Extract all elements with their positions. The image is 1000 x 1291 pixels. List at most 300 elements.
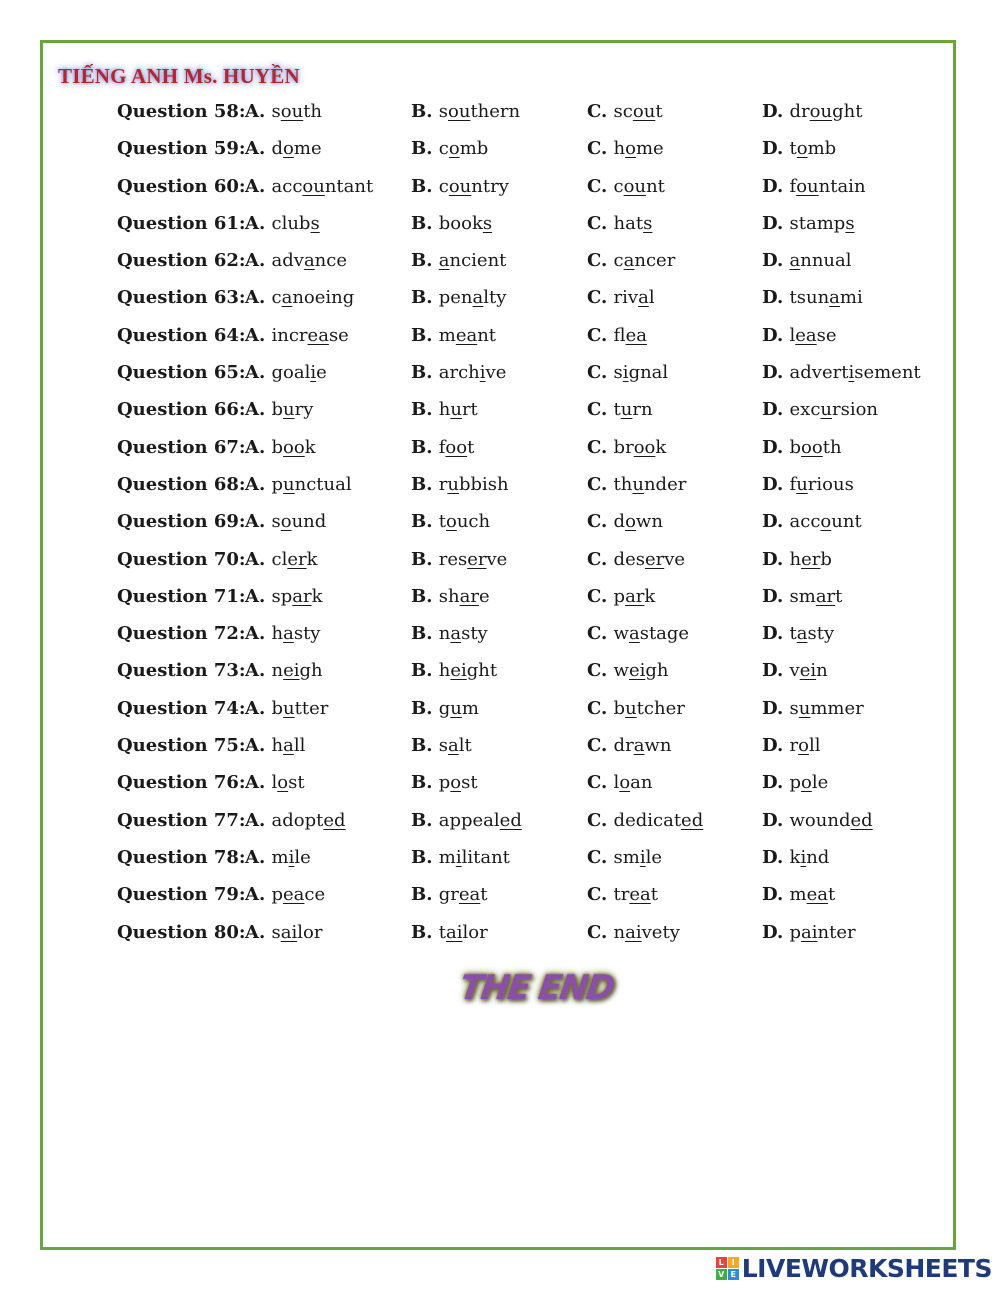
option-word: cancer — [613, 250, 676, 272]
option-b[interactable] — [411, 914, 488, 951]
option-c[interactable] — [587, 578, 655, 615]
option-letter: D. — [762, 921, 790, 943]
option-b[interactable] — [411, 354, 506, 391]
option-d[interactable] — [762, 242, 852, 279]
option-c[interactable] — [587, 466, 686, 503]
option-word: excursion — [789, 399, 879, 421]
question-row — [117, 205, 947, 242]
option-c[interactable] — [587, 876, 658, 913]
option-word: lost — [271, 772, 305, 794]
option-a[interactable] — [245, 130, 322, 167]
option-letter: C. — [587, 511, 614, 533]
option-letter: B. — [411, 623, 439, 645]
option-word: turn — [613, 399, 653, 421]
option-d[interactable] — [762, 652, 828, 689]
underlined-sound: i — [622, 362, 629, 384]
option-letter: C. — [587, 697, 614, 719]
option-word: meant — [438, 324, 497, 346]
option-c[interactable] — [587, 168, 665, 205]
option-a[interactable] — [245, 466, 352, 503]
option-d[interactable] — [762, 391, 878, 428]
option-word: wounded — [789, 809, 873, 831]
underlined-sound: a — [283, 623, 294, 645]
question-row — [117, 876, 947, 913]
option-word: roll — [789, 735, 821, 757]
option-word: peace — [271, 884, 326, 906]
option-letter: B. — [411, 324, 439, 346]
underlined-sound: oo — [801, 436, 823, 458]
option-d[interactable] — [762, 839, 829, 876]
underlined-sound: o — [801, 772, 812, 794]
option-letter: C. — [587, 846, 614, 868]
question-row — [117, 541, 947, 578]
underlined-sound: ed — [681, 809, 704, 831]
option-word: increase — [271, 324, 349, 346]
option-b[interactable] — [411, 876, 488, 913]
option-letter: B. — [411, 548, 439, 570]
option-c[interactable] — [587, 279, 655, 316]
option-b[interactable] — [411, 615, 488, 652]
option-a[interactable] — [245, 802, 346, 839]
underlined-sound: o — [448, 138, 460, 160]
option-word: pole — [789, 772, 829, 794]
underlined-sound: u — [625, 697, 637, 719]
option-b[interactable] — [411, 652, 497, 689]
question-label: Question 76: — [117, 772, 246, 794]
option-word: park — [613, 585, 656, 607]
option-a[interactable] — [245, 391, 313, 428]
option-word: appealed — [438, 809, 522, 831]
option-word: gum — [438, 697, 479, 719]
option-word: share — [438, 585, 490, 607]
option-word: hall — [271, 735, 306, 757]
option-word: neigh — [271, 660, 323, 682]
option-letter: D. — [762, 250, 790, 272]
option-letter: A. — [245, 772, 272, 794]
underlined-sound: a — [303, 250, 315, 272]
option-letter: B. — [411, 436, 439, 458]
option-letter: C. — [587, 287, 614, 309]
option-c[interactable] — [587, 317, 647, 354]
question-row — [117, 503, 947, 540]
underlined-sound: ed — [850, 809, 873, 831]
option-word: dedicated — [613, 809, 704, 831]
option-b[interactable] — [411, 391, 478, 428]
option-c[interactable] — [587, 652, 669, 689]
option-letter: D. — [762, 846, 790, 868]
option-letter: D. — [762, 809, 790, 831]
underlined-sound: u — [283, 473, 295, 495]
option-a[interactable] — [245, 615, 320, 652]
underlined-sound: u — [796, 473, 808, 495]
option-d[interactable] — [762, 764, 828, 801]
question-row — [117, 93, 947, 130]
option-a[interactable] — [245, 93, 322, 130]
question-row — [117, 354, 947, 391]
question-row — [117, 802, 947, 839]
option-word: spark — [271, 585, 323, 607]
underlined-sound: a — [450, 623, 462, 645]
option-c[interactable] — [587, 727, 671, 764]
option-c[interactable] — [587, 93, 663, 130]
option-b[interactable] — [411, 503, 490, 540]
option-word: drawn — [613, 735, 672, 757]
question-label: Question 60: — [117, 175, 246, 197]
option-letter: B. — [411, 473, 439, 495]
underlined-sound: ai — [801, 921, 818, 943]
option-word: adopted — [271, 809, 346, 831]
underlined-sound: a — [633, 735, 645, 757]
option-letter: C. — [587, 884, 614, 906]
option-word: great — [438, 884, 488, 906]
underlined-sound: i — [288, 846, 295, 868]
option-letter: B. — [411, 511, 439, 533]
option-word: butter — [271, 697, 329, 719]
option-word: butcher — [613, 697, 685, 719]
option-a[interactable] — [245, 429, 316, 466]
option-word: tomb — [789, 138, 837, 160]
option-word: summer — [789, 697, 864, 719]
underlined-sound: ar — [459, 585, 479, 607]
underlined-sound: i — [639, 846, 646, 868]
underlined-sound: u — [447, 473, 459, 495]
option-d[interactable] — [762, 279, 863, 316]
option-word: flea — [613, 324, 647, 346]
option-a[interactable] — [245, 652, 323, 689]
option-b[interactable] — [411, 764, 478, 801]
option-letter: B. — [411, 772, 439, 794]
option-letter: B. — [411, 101, 439, 122]
option-a[interactable] — [245, 168, 373, 205]
option-letter: D. — [762, 138, 790, 160]
option-letter: D. — [762, 473, 790, 495]
option-letter: A. — [245, 511, 272, 533]
underlined-sound: i — [455, 846, 462, 868]
option-b[interactable] — [411, 130, 488, 167]
option-b[interactable] — [411, 242, 506, 279]
option-letter: A. — [245, 324, 272, 346]
question-label: Question 71: — [117, 585, 246, 607]
option-word: height — [438, 660, 498, 682]
option-a[interactable] — [245, 839, 311, 876]
question-label: Question 73: — [117, 660, 246, 682]
option-c[interactable] — [587, 690, 685, 727]
option-letter: A. — [245, 175, 272, 197]
option-c[interactable] — [587, 541, 685, 578]
option-b[interactable] — [411, 317, 496, 354]
underlined-sound: i — [479, 362, 486, 384]
option-word: south — [271, 101, 323, 122]
question-row — [117, 727, 947, 764]
option-word: lease — [789, 324, 837, 346]
option-c[interactable] — [587, 839, 662, 876]
option-d[interactable] — [762, 914, 856, 951]
question-label: Question 80: — [117, 921, 246, 943]
option-letter: B. — [411, 585, 439, 607]
option-d[interactable] — [762, 690, 864, 727]
option-word: book — [271, 436, 316, 458]
option-letter: D. — [762, 548, 790, 570]
option-word: treat — [613, 884, 659, 906]
option-word: advance — [271, 250, 347, 272]
underlined-sound: o — [445, 511, 457, 533]
underlined-sound: ai — [445, 921, 463, 943]
underlined-sound: er — [644, 548, 665, 570]
question-label: Question 78: — [117, 846, 246, 868]
liveworksheets-footer[interactable] — [716, 1254, 992, 1283]
option-letter: A. — [245, 399, 272, 421]
option-b[interactable] — [411, 205, 492, 242]
underlined-sound: ea — [625, 324, 647, 346]
option-a[interactable] — [245, 354, 327, 391]
option-b[interactable] — [411, 578, 490, 615]
underlined-sound: u — [283, 399, 295, 421]
underlined-sound: a — [829, 287, 840, 309]
option-word: scout — [613, 101, 663, 122]
option-letter: C. — [587, 101, 614, 122]
option-letter: A. — [245, 138, 272, 160]
option-letter: D. — [762, 212, 790, 234]
option-word: sailor — [271, 921, 323, 943]
option-d[interactable] — [762, 354, 921, 391]
question-row — [117, 466, 947, 503]
underlined-sound: o — [277, 772, 289, 794]
option-letter: A. — [245, 212, 272, 234]
option-word: booth — [789, 436, 842, 458]
option-word: advertisement — [789, 362, 921, 384]
underlined-sound: o — [798, 735, 809, 757]
underlined-sound: er — [467, 548, 487, 570]
option-word: salt — [438, 735, 472, 757]
option-word: tasty — [789, 623, 835, 645]
underlined-sound: er — [287, 548, 307, 570]
question-label: Question 79: — [117, 884, 246, 906]
option-letter: C. — [587, 399, 614, 421]
option-letter: C. — [587, 660, 614, 682]
option-b[interactable] — [411, 802, 522, 839]
option-word: down — [613, 511, 663, 533]
option-b[interactable] — [411, 279, 506, 316]
option-letter: B. — [411, 250, 439, 272]
underlined-sound: i — [800, 846, 807, 868]
option-letter: D. — [762, 697, 790, 719]
option-letter: C. — [587, 324, 614, 346]
option-word: sound — [271, 511, 327, 533]
underlined-sound: ou — [809, 101, 833, 122]
option-c[interactable] — [587, 615, 689, 652]
option-word: country — [438, 175, 509, 197]
option-a[interactable] — [245, 205, 320, 242]
option-letter: A. — [245, 362, 272, 384]
underlined-sound: a — [472, 287, 484, 309]
underlined-sound: o — [625, 138, 636, 160]
option-word: signal — [613, 362, 669, 384]
question-label: Question 63: — [117, 287, 246, 309]
underlined-sound: ea — [795, 324, 817, 346]
underlined-sound: s — [643, 212, 653, 234]
option-letter: C. — [587, 362, 614, 384]
option-a[interactable] — [245, 876, 325, 913]
option-letter: A. — [245, 846, 272, 868]
option-c[interactable] — [587, 503, 663, 540]
underlined-sound: ou — [796, 175, 819, 197]
option-d[interactable] — [762, 503, 862, 540]
underlined-sound: ou — [302, 175, 325, 197]
underlined-sound: ea — [307, 324, 329, 346]
option-letter: D. — [762, 772, 790, 794]
option-word: rival — [613, 287, 655, 309]
option-word: clerk — [271, 548, 318, 570]
underlined-sound: ou — [632, 101, 656, 122]
option-word: home — [613, 138, 664, 160]
option-b[interactable] — [411, 93, 520, 130]
option-a[interactable] — [245, 764, 305, 801]
underlined-sound: er — [801, 548, 821, 570]
question-row — [117, 168, 947, 205]
option-letter: C. — [587, 175, 614, 197]
option-d[interactable] — [762, 578, 842, 615]
option-word: painter — [789, 921, 856, 943]
underlined-sound: ai — [625, 921, 642, 943]
option-letter: D. — [762, 436, 790, 458]
option-word: militant — [438, 846, 510, 868]
option-d[interactable] — [762, 168, 866, 205]
option-letter: A. — [245, 660, 272, 682]
option-a[interactable] — [245, 914, 322, 951]
option-b[interactable] — [411, 541, 507, 578]
option-c[interactable] — [587, 242, 675, 279]
option-b[interactable] — [411, 839, 510, 876]
option-b[interactable] — [411, 690, 479, 727]
option-word: furious — [789, 473, 854, 495]
option-d[interactable] — [762, 205, 855, 242]
underlined-sound: a — [283, 735, 294, 757]
liveworksheets-logo-icon — [716, 1257, 739, 1280]
option-word: books — [438, 212, 493, 234]
option-word: rubbish — [438, 473, 509, 495]
question-label: Question 61: — [117, 212, 246, 234]
option-b[interactable] — [411, 727, 472, 764]
option-letter: D. — [762, 511, 790, 533]
option-c[interactable] — [587, 391, 653, 428]
option-a[interactable] — [245, 503, 326, 540]
option-c[interactable] — [587, 764, 652, 801]
option-word: tailor — [438, 921, 488, 943]
underlined-sound: s — [482, 212, 493, 234]
option-letter: C. — [587, 921, 614, 943]
option-letter: D. — [762, 362, 790, 384]
question-label: Question 66: — [117, 399, 246, 421]
option-c[interactable] — [587, 130, 664, 167]
question-list — [117, 93, 947, 951]
option-b[interactable] — [411, 168, 509, 205]
option-letter: D. — [762, 660, 790, 682]
option-word: smart — [789, 585, 843, 607]
option-word: clubs — [271, 212, 320, 234]
question-row — [117, 839, 947, 876]
option-a[interactable] — [245, 541, 318, 578]
underlined-sound: ed — [499, 809, 522, 831]
logo-square: V — [716, 1269, 727, 1280]
option-c[interactable] — [587, 914, 680, 951]
question-label: Question 69: — [117, 511, 246, 533]
option-c[interactable] — [587, 802, 703, 839]
option-d[interactable] — [762, 93, 862, 130]
option-letter: C. — [587, 436, 614, 458]
underlined-sound: o — [820, 511, 832, 533]
underlined-sound: a — [448, 735, 459, 757]
option-letter: A. — [245, 697, 272, 719]
option-a[interactable] — [245, 727, 305, 764]
option-word: account — [789, 511, 862, 533]
option-d[interactable] — [762, 429, 842, 466]
option-letter: C. — [587, 623, 614, 645]
option-d[interactable] — [762, 130, 836, 167]
option-word: southern — [438, 101, 521, 122]
option-d[interactable] — [762, 876, 835, 913]
option-d[interactable] — [762, 615, 834, 652]
option-letter: D. — [762, 101, 790, 122]
option-a[interactable] — [245, 242, 347, 279]
question-row — [117, 242, 947, 279]
option-b[interactable] — [411, 466, 509, 503]
question-label: Question 65: — [117, 362, 246, 384]
option-d[interactable] — [762, 802, 873, 839]
option-a[interactable] — [245, 279, 354, 316]
option-word: stamps — [789, 212, 855, 234]
question-row — [117, 764, 947, 801]
option-letter: A. — [245, 101, 272, 122]
underlined-sound: a — [281, 287, 293, 309]
option-c[interactable] — [587, 354, 668, 391]
underlined-sound: ai — [280, 921, 298, 943]
underlined-sound: o — [283, 138, 294, 160]
option-word: wastage — [613, 623, 690, 645]
option-b[interactable] — [411, 429, 474, 466]
option-d[interactable] — [762, 541, 832, 578]
option-d[interactable] — [762, 466, 854, 503]
question-row — [117, 914, 947, 951]
option-word: loan — [613, 772, 653, 794]
question-row — [117, 578, 947, 615]
option-letter: A. — [245, 250, 272, 272]
option-word: nasty — [438, 623, 488, 645]
option-d[interactable] — [762, 317, 837, 354]
option-letter: D. — [762, 324, 790, 346]
option-d[interactable] — [762, 727, 820, 764]
question-row — [117, 690, 947, 727]
option-a[interactable] — [245, 317, 349, 354]
underlined-sound: a — [796, 623, 808, 645]
logo-square: L — [716, 1257, 727, 1268]
option-letter: C. — [587, 809, 614, 831]
option-a[interactable] — [245, 578, 323, 615]
underlined-sound: ou — [280, 101, 304, 122]
option-letter: B. — [411, 399, 439, 421]
option-a[interactable] — [245, 690, 328, 727]
underlined-sound: s — [310, 212, 320, 234]
option-c[interactable] — [587, 429, 666, 466]
option-word: thunder — [613, 473, 687, 495]
option-letter: D. — [762, 287, 790, 309]
underlined-sound: ea — [283, 884, 305, 906]
option-letter: A. — [245, 473, 272, 495]
option-c[interactable] — [587, 205, 652, 242]
underlined-sound: ea — [629, 884, 651, 906]
option-word: ancient — [438, 250, 507, 272]
option-letter: B. — [411, 138, 439, 160]
option-word: bury — [271, 399, 314, 421]
